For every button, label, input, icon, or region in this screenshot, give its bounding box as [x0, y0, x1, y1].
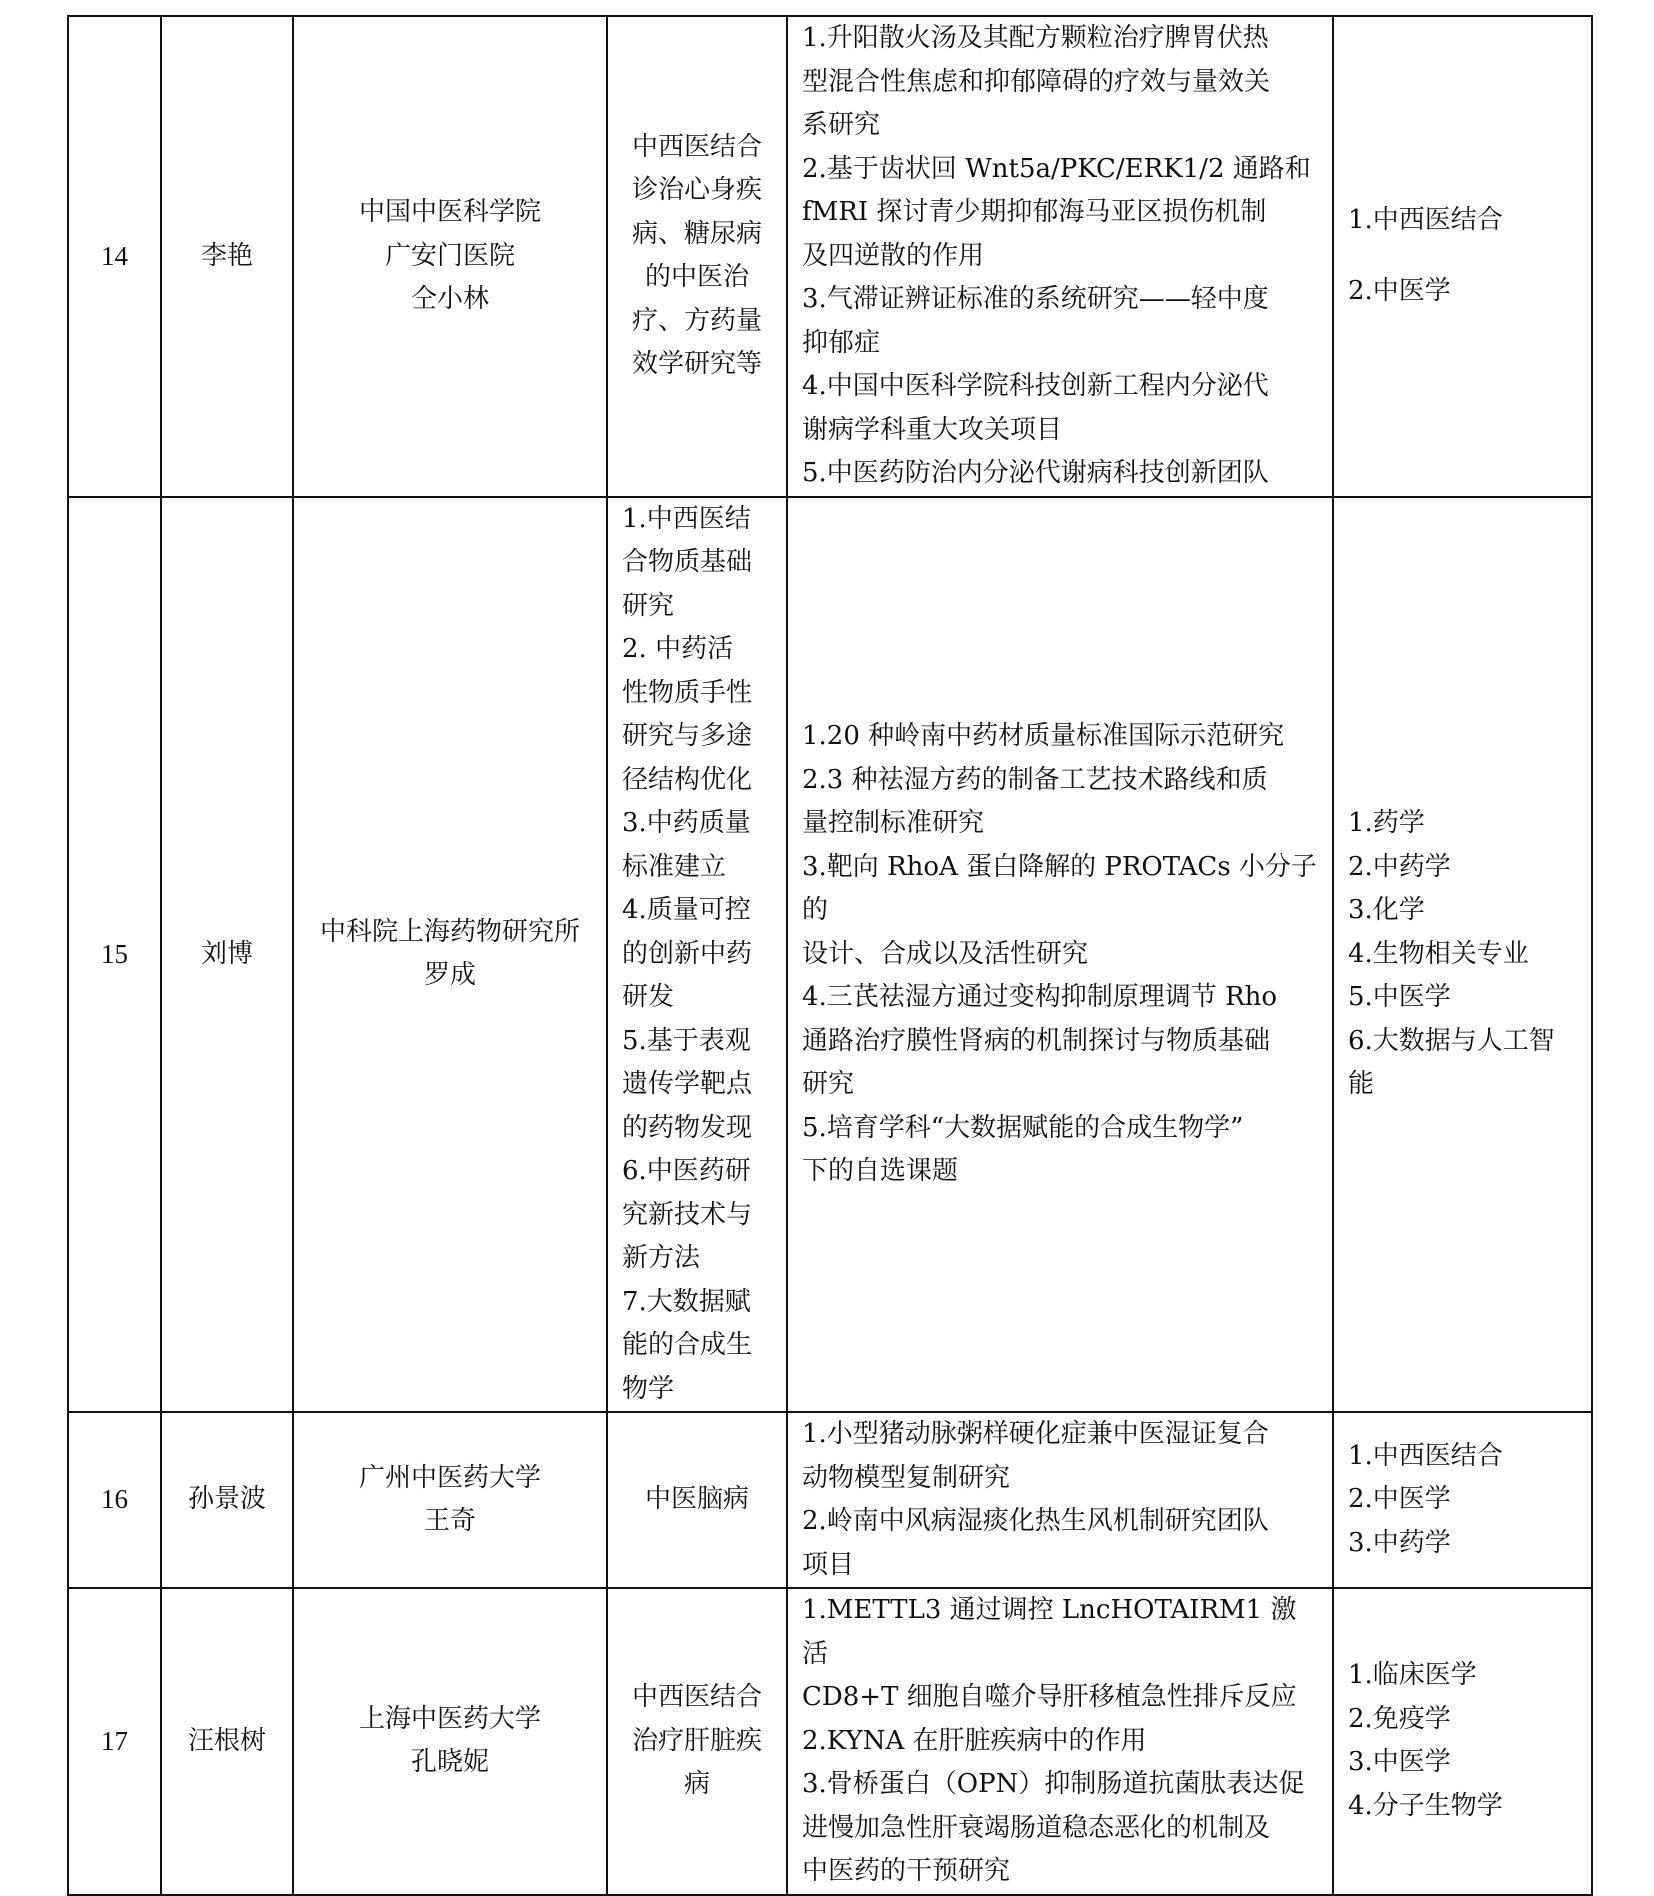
project-line: 1.升阳散火汤及其配方颗粒治疗脾胃伏热 [802, 23, 1269, 53]
mentor-name-cell: 汪根树 [161, 1588, 293, 1895]
project-line: 系研究 [802, 110, 881, 140]
project-line: 4.中国中医科学院科技创新工程内分泌代 [802, 371, 1269, 401]
unit-cell [293, 16, 607, 497]
mentor-name-cell: 李艳 [161, 16, 293, 497]
topic-line: 遗传学靶点 [622, 1069, 753, 1099]
project-line: 3.气滞证辨证标准的系统研究——轻中度 [802, 284, 1269, 314]
topic-line: 研究 [622, 590, 675, 621]
projects-cell [787, 16, 1333, 497]
major-line: 1.药学 [1348, 808, 1425, 838]
project-line: 动物模型复制研究 [802, 1462, 1011, 1493]
projects-cell [787, 497, 1333, 1413]
major-line: 2.中医学 [1348, 275, 1451, 306]
projects-cell [787, 1588, 1333, 1895]
topic-line: 治疗肝脏疾 [631, 1725, 762, 1756]
topic-line: 2. 中药活 [622, 634, 734, 664]
research-topic-cell [607, 16, 787, 497]
topic-line: 的创新中药 [622, 938, 753, 969]
unit-line: 广州中医药大学 [358, 1462, 541, 1493]
topic-line: 新方法 [622, 1243, 701, 1273]
project-line: 5.培育学科“大数据赋能的合成生物学” [802, 1112, 1244, 1143]
topic-line: 标准建立 [622, 851, 727, 882]
major-line: 1.临床医学 [1348, 1660, 1477, 1691]
project-line: 1.小型猪动脉粥样硬化症兼中医湿证复合 [802, 1419, 1269, 1449]
unit-cell [293, 1588, 607, 1895]
project-line: 1.METTL3 通过调控 LncHOTAIRM1 激活 [802, 1595, 1297, 1669]
topic-line: 中西医结合 [631, 1682, 762, 1712]
projects-cell [787, 1412, 1333, 1588]
majors-cell [1333, 1588, 1592, 1895]
project-line: 研究 [802, 1069, 855, 1099]
project-line: 2.岭南中风病湿痰化热生风机制研究团队 [802, 1506, 1269, 1536]
table-row [68, 497, 1592, 1413]
project-line: 3.骨桥蛋白（OPN）抑制肠道抗菌肽表达促 [802, 1769, 1305, 1799]
research-topic-cell [607, 497, 787, 1413]
unit-cell [293, 1412, 607, 1588]
majors-cell [1333, 1412, 1592, 1588]
major-line: 2.中医学 [1348, 1484, 1451, 1515]
project-line: 1.20 种岭南中药材质量标准国际示范研究 [802, 721, 1285, 751]
topic-line: 6.中医药研 [622, 1156, 751, 1186]
project-line: 设计、合成以及活性研究 [802, 938, 1089, 969]
row-number-cell: 15 [68, 497, 161, 1413]
majors-cell [1333, 16, 1592, 497]
mentor-name-cell: 孙景波 [161, 1412, 293, 1588]
major-line: 能 [1348, 1069, 1375, 1099]
project-line: 2.KYNA 在肝脏疾病中的作用 [802, 1725, 1147, 1756]
major-line: 5.中医学 [1348, 982, 1451, 1012]
topic-line: 能的合成生 [622, 1330, 753, 1360]
table-row [68, 1412, 1592, 1588]
topic-line: 诊治心身疾 [631, 175, 762, 206]
row-number-cell: 16 [68, 1412, 161, 1588]
topic-line: 研究与多途 [622, 721, 753, 751]
project-line: 及四逆散的作用 [802, 240, 985, 271]
project-line: 型混合性焦虑和抑郁障碍的疗效与量效关 [802, 66, 1271, 97]
major-line: 4.分子生物学 [1348, 1790, 1503, 1821]
topic-line: 研发 [622, 982, 675, 1012]
unit-cell [293, 497, 607, 1413]
topic-line: 径结构优化 [622, 764, 753, 795]
topic-line: 究新技术与 [622, 1199, 753, 1230]
major-line: 1.中西医结合 [1348, 1440, 1503, 1471]
topic-line: 病 [683, 1769, 710, 1799]
research-topic-cell [607, 1588, 787, 1895]
unit-line: 王奇 [423, 1506, 476, 1536]
project-line: 5.中医药防治内分泌代谢病科技创新团队 [802, 458, 1269, 488]
table-row [68, 1588, 1592, 1895]
unit-line: 仝小林 [410, 284, 489, 314]
unit-line: 上海中医药大学 [358, 1703, 541, 1734]
topic-line: 的中医治 [644, 262, 749, 293]
row-number-cell: 17 [68, 1588, 161, 1895]
project-line: CD8+T 细胞自噬介导肝移植急性排斥反应 [802, 1682, 1297, 1712]
major-line: 3.中医学 [1348, 1747, 1451, 1778]
topic-line: 的药物发现 [622, 1112, 753, 1143]
research-topic-cell [607, 1412, 787, 1588]
major-line: 3.化学 [1348, 895, 1425, 925]
unit-line: 罗成 [423, 960, 476, 991]
table-row [68, 16, 1592, 497]
row-number-cell: 14 [68, 16, 161, 497]
project-line: 抑郁症 [802, 327, 881, 358]
project-line: fMRI 探讨青少期抑郁海马亚区损伤机制 [802, 197, 1267, 227]
topic-line: 性物质手性 [622, 677, 753, 708]
topic-line: 病、糖尿病 [631, 218, 762, 249]
major-line: 2.免疫学 [1348, 1703, 1451, 1734]
project-line: 通路治疗膜性肾病的机制探讨与物质基础 [802, 1025, 1271, 1056]
topic-line: 物学 [622, 1373, 675, 1404]
unit-line: 孔晓妮 [410, 1747, 489, 1778]
unit-line: 广安门医院 [384, 240, 515, 271]
topic-line: 中医脑病 [644, 1484, 749, 1515]
project-line: 下的自选课题 [802, 1156, 959, 1186]
topic-line: 效学研究等 [631, 349, 762, 380]
major-line: 3.中药学 [1348, 1527, 1451, 1558]
project-line: 2.3 种祛湿方药的制备工艺技术路线和质 [802, 764, 1268, 795]
project-line: 项目 [802, 1549, 855, 1580]
project-line: 中医药的干预研究 [802, 1856, 1011, 1886]
major-line: 6.大数据与人工智 [1348, 1025, 1555, 1056]
unit-line: 中科院上海药物研究所 [319, 916, 580, 947]
project-line: 3.靶向 RhoA 蛋白降解的 PROTACs 小分子的 [802, 851, 1317, 925]
topic-line: 中西医结合 [631, 131, 762, 162]
topic-line: 5.基于表观 [622, 1025, 751, 1056]
topic-line: 7.大数据赋 [622, 1286, 751, 1317]
topic-line: 4.质量可控 [622, 895, 751, 925]
project-line: 量控制标准研究 [802, 808, 985, 838]
table-body [68, 16, 1592, 1895]
topic-line: 3.中药质量 [622, 808, 751, 838]
project-line: 2.基于齿状回 Wnt5a/PKC/ERK1/2 通路和 [802, 153, 1311, 184]
mentor-name-cell: 刘博 [161, 497, 293, 1413]
major-line: 1.中西医结合 [1348, 205, 1503, 236]
major-line: 4.生物相关专业 [1348, 938, 1529, 969]
topic-line: 合物质基础 [622, 547, 753, 577]
project-line: 进慢加急性肝衰竭肠道稳态恶化的机制及 [802, 1812, 1271, 1843]
unit-line: 中国中医科学院 [358, 197, 541, 227]
project-line: 4.三芪祛湿方通过变构抑制原理调节 Rho [802, 982, 1278, 1012]
majors-cell [1333, 497, 1592, 1413]
major-line: 2.中药学 [1348, 851, 1451, 882]
topic-line: 1.中西医结 [622, 503, 751, 534]
topic-line: 疗、方药量 [631, 305, 762, 336]
project-line: 谢病学科重大攻关项目 [802, 414, 1063, 445]
mentor-table [67, 15, 1593, 1896]
